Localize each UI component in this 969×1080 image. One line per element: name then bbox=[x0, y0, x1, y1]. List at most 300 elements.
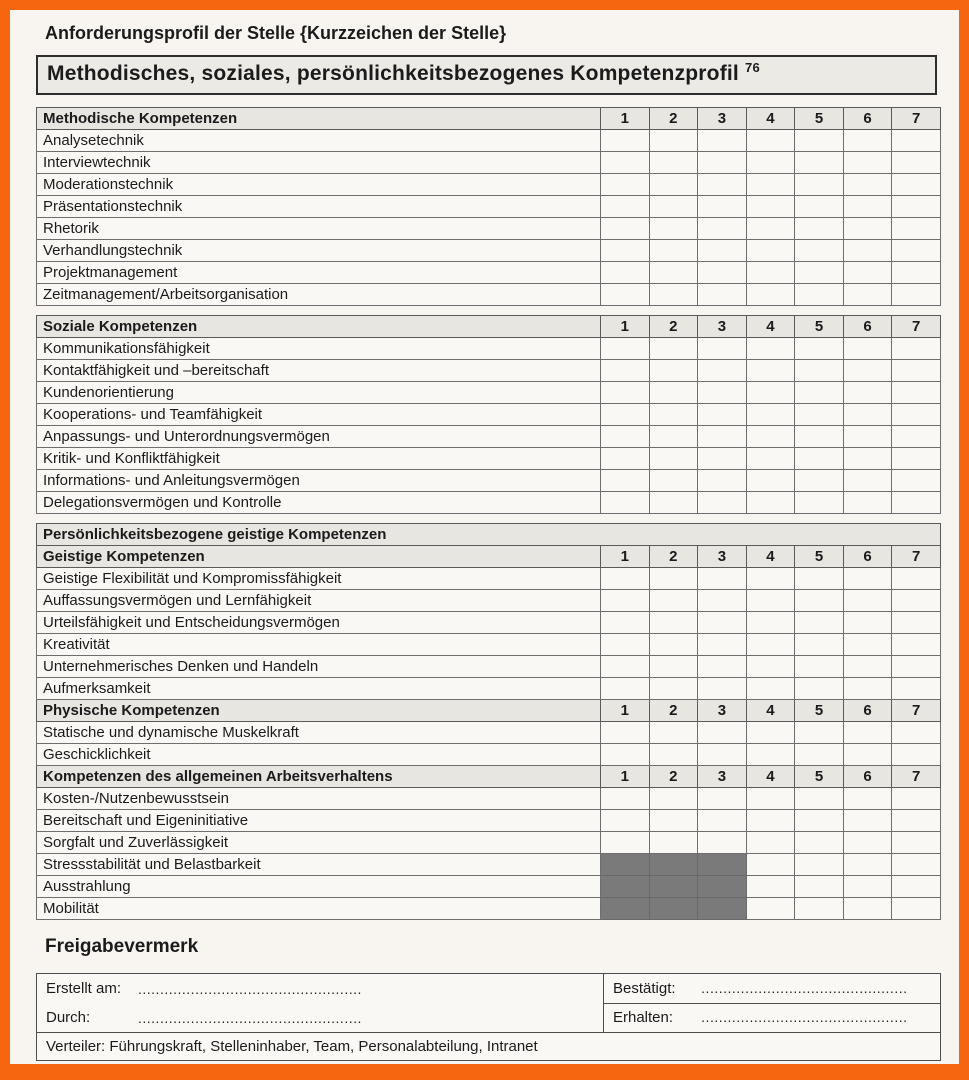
competency-row bbox=[37, 360, 941, 382]
rating-cell[interactable] bbox=[843, 218, 892, 240]
rating-cell[interactable] bbox=[746, 854, 795, 876]
rating-cell[interactable] bbox=[843, 832, 892, 854]
rating-cell[interactable] bbox=[601, 262, 650, 284]
durch-label: Durch: bbox=[46, 1009, 91, 1026]
competency-row bbox=[37, 832, 941, 854]
rating-cell[interactable] bbox=[746, 338, 795, 360]
rating-cell[interactable] bbox=[892, 196, 941, 218]
durch-field bbox=[37, 1003, 603, 1032]
rating-cell[interactable] bbox=[649, 470, 698, 492]
rating-cell[interactable] bbox=[795, 898, 844, 920]
rating-cell[interactable] bbox=[649, 218, 698, 240]
rating-column-header: 4 bbox=[746, 108, 795, 130]
rating-cell[interactable] bbox=[746, 832, 795, 854]
erhalten-field bbox=[604, 1003, 941, 1033]
rating-cell[interactable] bbox=[843, 788, 892, 810]
rating-cell[interactable] bbox=[649, 240, 698, 262]
rating-cell[interactable] bbox=[843, 876, 892, 898]
rating-cell[interactable] bbox=[892, 470, 941, 492]
rating-cell[interactable] bbox=[601, 722, 650, 744]
rating-cell[interactable] bbox=[698, 492, 747, 514]
erstellt-am-fill-line[interactable]: ................................................... bbox=[138, 980, 362, 997]
rating-cell[interactable] bbox=[843, 656, 892, 678]
profile-header bbox=[36, 55, 937, 95]
rating-cell[interactable] bbox=[892, 876, 941, 898]
rating-cell[interactable] bbox=[649, 360, 698, 382]
rating-cell[interactable] bbox=[649, 634, 698, 656]
rating-cell[interactable] bbox=[601, 788, 650, 810]
rating-cell[interactable] bbox=[795, 744, 844, 766]
rating-cell[interactable] bbox=[649, 744, 698, 766]
rating-cell[interactable] bbox=[843, 744, 892, 766]
rating-cell[interactable] bbox=[601, 218, 650, 240]
rating-column-header: 1 bbox=[601, 546, 650, 568]
erhalten-label: Erhalten: bbox=[613, 1009, 674, 1027]
rating-cell[interactable] bbox=[892, 174, 941, 196]
rating-cell[interactable] bbox=[698, 404, 747, 426]
rating-column-header: 4 bbox=[746, 766, 795, 788]
rating-cell[interactable] bbox=[746, 426, 795, 448]
competency-label: Projektmanagement bbox=[37, 262, 601, 284]
rating-cell[interactable] bbox=[698, 832, 747, 854]
rating-cell[interactable] bbox=[843, 898, 892, 920]
rating-cell[interactable] bbox=[698, 722, 747, 744]
rating-cell[interactable] bbox=[601, 174, 650, 196]
rating-cell[interactable] bbox=[892, 152, 941, 174]
rating-cell[interactable] bbox=[698, 470, 747, 492]
rating-cell[interactable] bbox=[649, 832, 698, 854]
rating-cell-blocked bbox=[601, 876, 650, 898]
rating-cell[interactable] bbox=[601, 612, 650, 634]
rating-cell[interactable] bbox=[649, 152, 698, 174]
rating-cell[interactable] bbox=[746, 470, 795, 492]
rating-cell[interactable] bbox=[601, 196, 650, 218]
rating-cell[interactable] bbox=[698, 788, 747, 810]
rating-cell[interactable] bbox=[649, 788, 698, 810]
competency-label: Analysetechnik bbox=[37, 130, 601, 152]
rating-cell[interactable] bbox=[698, 240, 747, 262]
competency-label: Verhandlungstechnik bbox=[37, 240, 601, 262]
rating-cell[interactable] bbox=[649, 382, 698, 404]
competency-row bbox=[37, 426, 941, 448]
rating-cell[interactable] bbox=[649, 196, 698, 218]
rating-cell[interactable] bbox=[843, 590, 892, 612]
rating-cell[interactable] bbox=[746, 744, 795, 766]
rating-cell-blocked bbox=[601, 854, 650, 876]
rating-cell[interactable] bbox=[892, 678, 941, 700]
rating-cell[interactable] bbox=[795, 360, 844, 382]
rating-cell[interactable] bbox=[892, 262, 941, 284]
competency-row bbox=[37, 656, 941, 678]
competency-row bbox=[37, 240, 941, 262]
competency-row bbox=[37, 678, 941, 700]
rating-cell[interactable] bbox=[698, 634, 747, 656]
competency-label: Geistige Flexibilität und Kompromissfähigkeit bbox=[37, 568, 601, 590]
rating-cell[interactable] bbox=[843, 360, 892, 382]
rating-cell[interactable] bbox=[795, 634, 844, 656]
section-header-row bbox=[37, 108, 941, 130]
rating-cell[interactable] bbox=[649, 656, 698, 678]
erhalten-fill-line[interactable]: ............................................... bbox=[701, 1009, 908, 1026]
competency-table bbox=[36, 523, 941, 920]
competency-label: Stressstabilität und Belastbarkeit bbox=[37, 854, 601, 876]
rating-cell[interactable] bbox=[601, 590, 650, 612]
rating-column-header: 7 bbox=[892, 700, 941, 722]
rating-cell[interactable] bbox=[746, 152, 795, 174]
rating-cell-blocked bbox=[649, 876, 698, 898]
competency-tables bbox=[10, 107, 959, 920]
rating-cell[interactable] bbox=[746, 196, 795, 218]
rating-cell[interactable] bbox=[795, 568, 844, 590]
rating-cell[interactable] bbox=[649, 284, 698, 306]
rating-cell[interactable] bbox=[795, 492, 844, 514]
competency-row bbox=[37, 470, 941, 492]
rating-cell[interactable] bbox=[892, 426, 941, 448]
rating-cell[interactable] bbox=[746, 382, 795, 404]
rating-cell[interactable] bbox=[601, 426, 650, 448]
rating-cell[interactable] bbox=[601, 568, 650, 590]
rating-cell[interactable] bbox=[698, 382, 747, 404]
rating-cell[interactable] bbox=[746, 492, 795, 514]
rating-cell[interactable] bbox=[795, 448, 844, 470]
rating-cell[interactable] bbox=[892, 448, 941, 470]
rating-cell[interactable] bbox=[649, 262, 698, 284]
section-header-row bbox=[37, 546, 941, 568]
rating-cell[interactable] bbox=[892, 634, 941, 656]
rating-cell[interactable] bbox=[843, 240, 892, 262]
rating-cell[interactable] bbox=[795, 404, 844, 426]
competency-row bbox=[37, 404, 941, 426]
rating-cell-blocked bbox=[649, 854, 698, 876]
competency-label: Anpassungs- und Unterordnungsvermögen bbox=[37, 426, 601, 448]
competency-row bbox=[37, 568, 941, 590]
rating-cell[interactable] bbox=[746, 284, 795, 306]
rating-cell[interactable] bbox=[746, 448, 795, 470]
rating-cell-blocked bbox=[698, 898, 747, 920]
competency-row bbox=[37, 876, 941, 898]
rating-cell[interactable] bbox=[649, 130, 698, 152]
footer-left-cell bbox=[37, 974, 604, 1033]
competency-row bbox=[37, 262, 941, 284]
rating-cell[interactable] bbox=[795, 130, 844, 152]
rating-cell[interactable] bbox=[795, 284, 844, 306]
rating-cell[interactable] bbox=[843, 196, 892, 218]
rating-cell[interactable] bbox=[795, 338, 844, 360]
rating-cell[interactable] bbox=[892, 832, 941, 854]
rating-cell[interactable] bbox=[843, 470, 892, 492]
rating-cell[interactable] bbox=[601, 656, 650, 678]
competency-row bbox=[37, 722, 941, 744]
rating-cell[interactable] bbox=[649, 404, 698, 426]
competency-label: Aufmerksamkeit bbox=[37, 678, 601, 700]
erstellt-am-field bbox=[37, 974, 603, 1003]
section-title: Methodische Kompetenzen bbox=[37, 108, 601, 130]
competency-row bbox=[37, 810, 941, 832]
rating-cell[interactable] bbox=[795, 810, 844, 832]
competency-label: Bereitschaft und Eigeninitiative bbox=[37, 810, 601, 832]
rating-cell[interactable] bbox=[649, 426, 698, 448]
rating-cell[interactable] bbox=[746, 218, 795, 240]
competency-label: Interviewtechnik bbox=[37, 152, 601, 174]
competency-row bbox=[37, 338, 941, 360]
competency-row bbox=[37, 634, 941, 656]
competency-row bbox=[37, 612, 941, 634]
competency-label: Rhetorik bbox=[37, 218, 601, 240]
rating-cell[interactable] bbox=[843, 382, 892, 404]
rating-cell[interactable] bbox=[843, 492, 892, 514]
competency-label: Statische und dynamische Muskelkraft bbox=[37, 722, 601, 744]
rating-cell[interactable] bbox=[601, 382, 650, 404]
rating-cell[interactable] bbox=[892, 382, 941, 404]
rating-cell[interactable] bbox=[746, 262, 795, 284]
rating-cell[interactable] bbox=[698, 196, 747, 218]
rating-column-header: 7 bbox=[892, 108, 941, 130]
rating-cell[interactable] bbox=[601, 470, 650, 492]
rating-cell[interactable] bbox=[698, 262, 747, 284]
rating-cell[interactable] bbox=[698, 810, 747, 832]
rating-cell[interactable] bbox=[795, 152, 844, 174]
rating-cell[interactable] bbox=[601, 492, 650, 514]
rating-cell[interactable] bbox=[698, 284, 747, 306]
competency-label: Zeitmanagement/Arbeitsorganisation bbox=[37, 284, 601, 306]
rating-column-header: 6 bbox=[843, 316, 892, 338]
rating-cell[interactable] bbox=[649, 492, 698, 514]
rating-cell[interactable] bbox=[892, 744, 941, 766]
rating-cell[interactable] bbox=[601, 240, 650, 262]
rating-cell[interactable] bbox=[892, 590, 941, 612]
rating-cell[interactable] bbox=[892, 854, 941, 876]
rating-cell[interactable] bbox=[843, 130, 892, 152]
rating-cell[interactable] bbox=[795, 612, 844, 634]
section-title: Persönlichkeitsbezogene geistige Kompetenzen bbox=[37, 524, 941, 546]
rating-cell[interactable] bbox=[746, 174, 795, 196]
section-header-row bbox=[37, 766, 941, 788]
rating-cell[interactable] bbox=[746, 404, 795, 426]
rating-cell[interactable] bbox=[892, 788, 941, 810]
rating-cell[interactable] bbox=[795, 262, 844, 284]
competency-label: Mobilität bbox=[37, 898, 601, 920]
rating-cell[interactable] bbox=[843, 284, 892, 306]
rating-cell[interactable] bbox=[601, 678, 650, 700]
rating-cell[interactable] bbox=[795, 174, 844, 196]
section-header-row bbox=[37, 524, 941, 546]
rating-cell[interactable] bbox=[746, 240, 795, 262]
rating-column-header: 1 bbox=[601, 316, 650, 338]
section-title: Geistige Kompetenzen bbox=[37, 546, 601, 568]
rating-column-header: 4 bbox=[746, 546, 795, 568]
competency-row bbox=[37, 130, 941, 152]
footnote-ref: 76 bbox=[745, 60, 760, 75]
rating-cell[interactable] bbox=[746, 722, 795, 744]
rating-cell[interactable] bbox=[892, 612, 941, 634]
rating-cell[interactable] bbox=[843, 338, 892, 360]
rating-cell[interactable] bbox=[843, 810, 892, 832]
competency-row bbox=[37, 744, 941, 766]
rating-cell[interactable] bbox=[746, 810, 795, 832]
section-title: Soziale Kompetenzen bbox=[37, 316, 601, 338]
rating-cell[interactable] bbox=[698, 174, 747, 196]
rating-cell[interactable] bbox=[795, 854, 844, 876]
rating-cell[interactable] bbox=[795, 832, 844, 854]
rating-cell[interactable] bbox=[892, 130, 941, 152]
rating-cell[interactable] bbox=[601, 810, 650, 832]
competency-row bbox=[37, 854, 941, 876]
rating-column-header: 7 bbox=[892, 316, 941, 338]
rating-cell[interactable] bbox=[795, 656, 844, 678]
rating-cell[interactable] bbox=[746, 360, 795, 382]
rating-cell[interactable] bbox=[795, 470, 844, 492]
rating-cell[interactable] bbox=[601, 284, 650, 306]
rating-cell[interactable] bbox=[795, 382, 844, 404]
rating-cell[interactable] bbox=[649, 338, 698, 360]
rating-cell[interactable] bbox=[795, 240, 844, 262]
rating-cell[interactable] bbox=[795, 722, 844, 744]
rating-column-header: 2 bbox=[649, 700, 698, 722]
rating-cell[interactable] bbox=[698, 426, 747, 448]
rating-column-header: 3 bbox=[698, 700, 747, 722]
rating-column-header: 5 bbox=[795, 316, 844, 338]
durch-fill-line[interactable]: ................................................... bbox=[138, 1009, 362, 1026]
rating-cell[interactable] bbox=[843, 262, 892, 284]
rating-cell[interactable] bbox=[843, 404, 892, 426]
rating-cell[interactable] bbox=[795, 590, 844, 612]
rating-cell[interactable] bbox=[649, 448, 698, 470]
rating-cell[interactable] bbox=[698, 360, 747, 382]
rating-cell[interactable] bbox=[843, 426, 892, 448]
rating-cell[interactable] bbox=[698, 656, 747, 678]
rating-cell-blocked bbox=[649, 898, 698, 920]
rating-cell[interactable] bbox=[843, 854, 892, 876]
verteiler-note: Verteiler: Führungskraft, Stelleninhaber, Team, Personalabteilung, Intranet bbox=[37, 1033, 941, 1061]
bestaetigt-field bbox=[604, 974, 941, 1004]
rating-column-header: 6 bbox=[843, 766, 892, 788]
rating-cell[interactable] bbox=[698, 568, 747, 590]
rating-cell[interactable] bbox=[892, 240, 941, 262]
competency-row bbox=[37, 284, 941, 306]
rating-cell[interactable] bbox=[843, 448, 892, 470]
rating-cell[interactable] bbox=[843, 152, 892, 174]
freigabevermerk-table bbox=[36, 973, 941, 1061]
rating-cell[interactable] bbox=[746, 876, 795, 898]
rating-cell[interactable] bbox=[843, 722, 892, 744]
rating-column-header: 4 bbox=[746, 700, 795, 722]
rating-cell[interactable] bbox=[698, 218, 747, 240]
section-header-row bbox=[37, 700, 941, 722]
rating-cell[interactable] bbox=[843, 174, 892, 196]
rating-cell[interactable] bbox=[746, 656, 795, 678]
rating-cell[interactable] bbox=[795, 788, 844, 810]
rating-cell[interactable] bbox=[843, 568, 892, 590]
competency-label: Kundenorientierung bbox=[37, 382, 601, 404]
rating-cell[interactable] bbox=[892, 218, 941, 240]
rating-cell[interactable] bbox=[892, 722, 941, 744]
competency-row bbox=[37, 898, 941, 920]
section-title: Kompetenzen des allgemeinen Arbeitsverhaltens bbox=[37, 766, 601, 788]
rating-cell[interactable] bbox=[601, 832, 650, 854]
rating-cell[interactable] bbox=[892, 360, 941, 382]
rating-cell[interactable] bbox=[601, 448, 650, 470]
competency-label: Kritik- und Konfliktfähigkeit bbox=[37, 448, 601, 470]
rating-cell[interactable] bbox=[843, 678, 892, 700]
rating-cell[interactable] bbox=[892, 284, 941, 306]
rating-cell[interactable] bbox=[843, 612, 892, 634]
rating-cell[interactable] bbox=[795, 218, 844, 240]
rating-cell[interactable] bbox=[698, 612, 747, 634]
rating-column-header: 5 bbox=[795, 700, 844, 722]
rating-cell[interactable] bbox=[649, 678, 698, 700]
rating-cell[interactable] bbox=[746, 634, 795, 656]
freigabevermerk-title: Freigabevermerk bbox=[45, 936, 199, 957]
rating-column-header: 5 bbox=[795, 546, 844, 568]
rating-cell[interactable] bbox=[892, 568, 941, 590]
competency-label: Informations- und Anleitungsvermögen bbox=[37, 470, 601, 492]
rating-cell[interactable] bbox=[795, 678, 844, 700]
rating-cell[interactable] bbox=[601, 338, 650, 360]
erstellt-am-label: Erstellt am: bbox=[46, 980, 122, 997]
rating-cell[interactable] bbox=[892, 404, 941, 426]
section-title: Physische Kompetenzen bbox=[37, 700, 601, 722]
rating-cell[interactable] bbox=[892, 810, 941, 832]
rating-cell[interactable] bbox=[698, 678, 747, 700]
bestaetigt-label: Bestätigt: bbox=[613, 979, 676, 997]
rating-cell[interactable] bbox=[795, 196, 844, 218]
rating-column-header: 1 bbox=[601, 766, 650, 788]
rating-column-header: 5 bbox=[795, 766, 844, 788]
rating-cell[interactable] bbox=[892, 492, 941, 514]
rating-cell[interactable] bbox=[649, 612, 698, 634]
rating-cell[interactable] bbox=[649, 810, 698, 832]
rating-cell[interactable] bbox=[892, 338, 941, 360]
rating-cell[interactable] bbox=[892, 656, 941, 678]
competency-label: Moderationstechnik bbox=[37, 174, 601, 196]
rating-cell[interactable] bbox=[746, 130, 795, 152]
rating-cell[interactable] bbox=[601, 130, 650, 152]
rating-cell[interactable] bbox=[698, 152, 747, 174]
rating-cell[interactable] bbox=[649, 174, 698, 196]
rating-cell[interactable] bbox=[795, 876, 844, 898]
rating-cell[interactable] bbox=[746, 568, 795, 590]
rating-cell[interactable] bbox=[601, 744, 650, 766]
rating-cell[interactable] bbox=[843, 634, 892, 656]
rating-cell[interactable] bbox=[698, 744, 747, 766]
rating-column-header: 1 bbox=[601, 700, 650, 722]
rating-cell[interactable] bbox=[649, 568, 698, 590]
rating-cell[interactable] bbox=[746, 612, 795, 634]
rating-column-header: 7 bbox=[892, 546, 941, 568]
rating-cell[interactable] bbox=[698, 590, 747, 612]
bestaetigt-fill-line[interactable]: ............................................... bbox=[701, 979, 908, 996]
rating-cell[interactable] bbox=[601, 404, 650, 426]
rating-cell[interactable] bbox=[649, 590, 698, 612]
rating-cell[interactable] bbox=[746, 788, 795, 810]
rating-cell[interactable] bbox=[601, 634, 650, 656]
rating-cell[interactable] bbox=[698, 448, 747, 470]
competency-row bbox=[37, 492, 941, 514]
rating-cell[interactable] bbox=[746, 590, 795, 612]
rating-cell[interactable] bbox=[892, 898, 941, 920]
rating-cell[interactable] bbox=[698, 130, 747, 152]
rating-column-header: 6 bbox=[843, 546, 892, 568]
rating-column-header: 2 bbox=[649, 766, 698, 788]
rating-cell[interactable] bbox=[746, 678, 795, 700]
rating-cell[interactable] bbox=[601, 360, 650, 382]
rating-cell[interactable] bbox=[795, 426, 844, 448]
rating-cell[interactable] bbox=[698, 338, 747, 360]
rating-cell[interactable] bbox=[746, 898, 795, 920]
rating-cell[interactable] bbox=[601, 152, 650, 174]
rating-column-header: 1 bbox=[601, 108, 650, 130]
rating-cell[interactable] bbox=[649, 722, 698, 744]
